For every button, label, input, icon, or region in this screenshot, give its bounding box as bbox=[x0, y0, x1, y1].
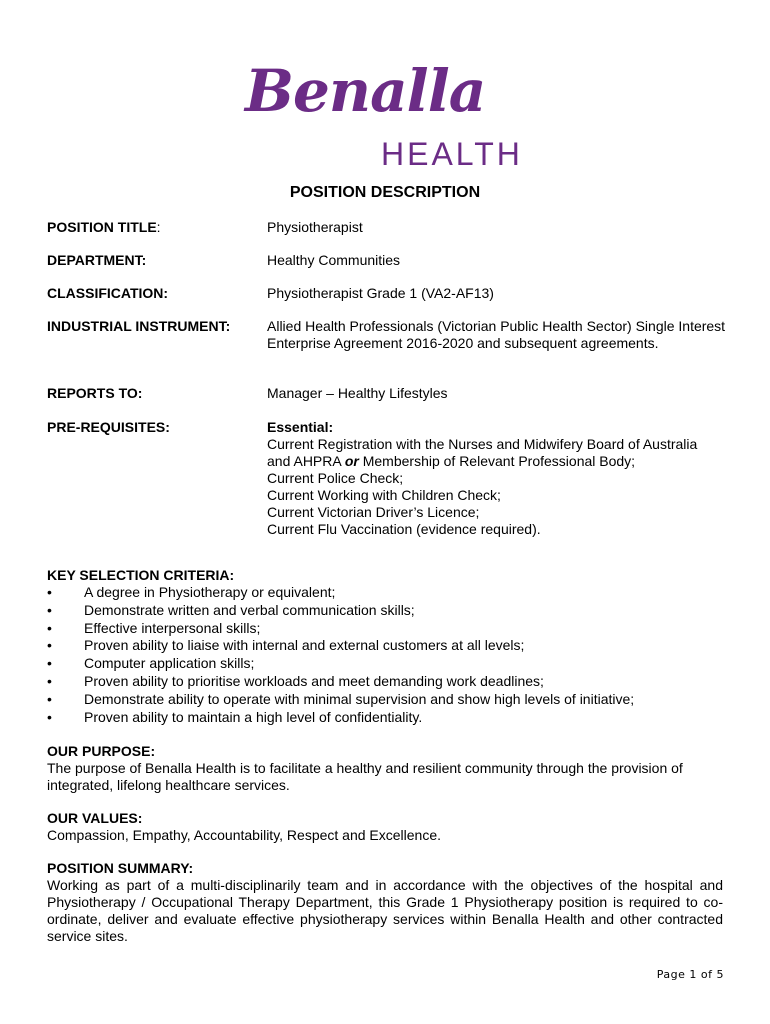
field-value: Allied Health Professionals (Victorian Public Health Sector) Single Interest Enterprise Agreement 2016-2020 and subsequent agreements. bbox=[267, 318, 726, 351]
position-summary-text: Working as part of a multi-disciplinarily team and in accordance with the objectives of the hospital and Physiotherapy / Occupational Therapy Department, this Grade 1 Physiotherapy position is required to co-ordinate, deliver and evaluate effective physiotherapy services within Benalla Health and other contracted service sites. bbox=[47, 877, 723, 944]
page-number: Page 1 of 5 bbox=[656, 968, 724, 981]
prerequisite-item: Current Police Check; bbox=[267, 470, 404, 486]
our-values-text: Compassion, Empathy, Accountability, Respect and Excellence. bbox=[47, 827, 442, 843]
prerequisite-item: Current Flu Vaccination (evidence required). bbox=[267, 521, 541, 537]
prerequisite-item: Current Working with Children Check; bbox=[267, 487, 501, 503]
list-item: • Computer application skills; bbox=[47, 655, 255, 672]
list-item: • Demonstrate written and verbal communication skills; bbox=[47, 601, 415, 618]
field-value: Physiotherapist bbox=[267, 219, 363, 235]
list-item: • Proven ability to prioritise workloads and meet demanding work deadlines; bbox=[47, 672, 544, 689]
prerequisites-heading: Essential: bbox=[267, 419, 334, 435]
prerequisite-registration: Current Registration with the Nurses and Midwifery Board of Australia and AHPRA or Membership of Relevant Professional Body; bbox=[267, 436, 698, 469]
list-item: • A degree in Physiotherapy or equivalent; bbox=[47, 584, 336, 600]
list-item: • Proven ability to liaise with internal and external customers at all levels; bbox=[47, 637, 525, 654]
list-item: • Demonstrate ability to operate with minimal supervision and show high levels of initiative; bbox=[47, 690, 635, 707]
field-label: INDUSTRIAL INSTRUMENT: bbox=[47, 318, 231, 334]
field-label: CLASSIFICATION: bbox=[47, 285, 169, 301]
list-item: • Proven ability to maintain a high level of confidentiality. bbox=[47, 708, 423, 725]
logo-script-text: Benalla bbox=[245, 57, 486, 125]
prerequisites-list bbox=[267, 419, 707, 538]
field-value: Physiotherapist Grade 1 (VA2-AF13) bbox=[267, 285, 494, 301]
field-label: PRE-REQUISITES: bbox=[47, 419, 170, 435]
our-purpose-text: The purpose of Benalla Health is to facilitate a healthy and resilient community through the provision of integrated, lifelong healthcare services. bbox=[47, 760, 683, 793]
prerequisite-item: Current Victorian Driver’s Licence; bbox=[267, 504, 480, 520]
field-label: REPORTS TO: bbox=[47, 385, 143, 401]
list-item: • Effective interpersonal skills; bbox=[47, 619, 261, 636]
field-value: Manager – Healthy Lifestyles bbox=[267, 385, 448, 401]
key-selection-criteria-heading: KEY SELECTION CRITERIA: bbox=[47, 567, 235, 583]
field-value: Healthy Communities bbox=[267, 252, 401, 268]
logo-health-text: HEALTH bbox=[381, 136, 523, 172]
key-selection-criteria-list bbox=[47, 584, 727, 726]
our-purpose-heading: OUR PURPOSE: bbox=[47, 743, 156, 759]
field-label: POSITION TITLE: bbox=[47, 219, 161, 235]
benalla-health-logo bbox=[245, 57, 535, 172]
document-title: POSITION DESCRIPTION bbox=[289, 184, 481, 201]
position-summary-heading: POSITION SUMMARY: bbox=[47, 860, 194, 876]
our-values-heading: OUR VALUES: bbox=[47, 810, 143, 826]
field-label: DEPARTMENT: bbox=[47, 252, 147, 268]
